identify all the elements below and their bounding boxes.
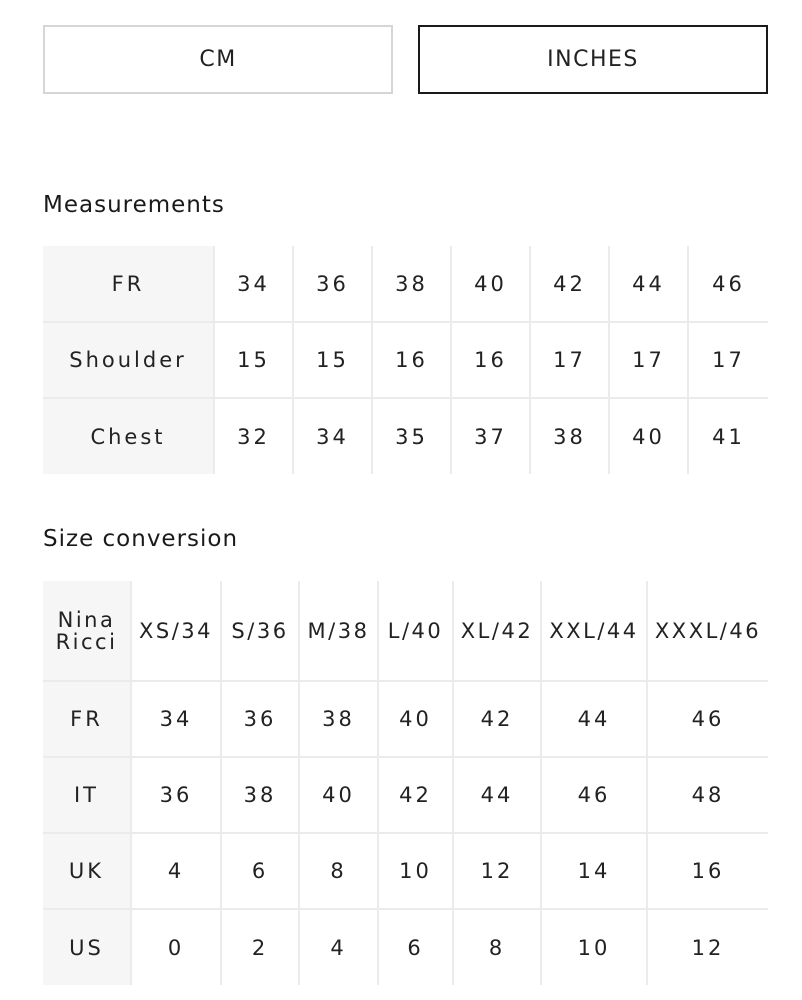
table-cell: 38 [530,398,609,474]
table-cell: 17 [530,322,609,398]
row-label-us: US [43,909,131,985]
brand-label-line2: Ricci [55,629,118,654]
table-cell: 40 [451,246,530,322]
table-cell: 17 [609,322,688,398]
table-cell: 16 [372,322,451,398]
table-cell: 42 [530,246,609,322]
table-cell: 6 [221,833,299,909]
table-cell: 42 [453,681,541,757]
table-cell: 37 [451,398,530,474]
row-label-it: IT [43,757,131,833]
table-row [43,757,768,833]
table-header-cell: L/40 [378,581,453,681]
table-header-cell: M/38 [299,581,378,681]
table-cell: 14 [541,833,647,909]
table-header-cell: XXXL/46 [647,581,768,681]
table-cell: 38 [221,757,299,833]
table-cell: 2 [221,909,299,985]
table-cell: 40 [609,398,688,474]
row-label-fr: FR [43,681,131,757]
table-header-cell: XXL/44 [541,581,647,681]
table-cell: 46 [647,681,768,757]
table-cell: 35 [372,398,451,474]
table-row [43,909,768,985]
table-cell: 38 [299,681,378,757]
table-header-cell: XL/42 [453,581,541,681]
table-cell: 10 [541,909,647,985]
measurements-table [43,246,768,474]
table-cell: 4 [299,909,378,985]
table-cell: 34 [214,246,293,322]
table-cell: 44 [453,757,541,833]
row-label-shoulder: Shoulder [43,322,214,398]
table-cell: 4 [131,833,221,909]
table-header-cell: S/36 [221,581,299,681]
table-cell: 46 [541,757,647,833]
table-cell: 44 [609,246,688,322]
table-cell: 16 [451,322,530,398]
table-cell: 8 [453,909,541,985]
table-cell: 12 [647,909,768,985]
table-cell: 15 [214,322,293,398]
table-cell: 32 [214,398,293,474]
brand-label [43,581,131,681]
table-cell: 42 [378,757,453,833]
table-cell: 17 [688,322,768,398]
table-cell: 0 [131,909,221,985]
table-cell: 36 [131,757,221,833]
table-cell: 10 [378,833,453,909]
table-cell: 46 [688,246,768,322]
table-cell: 38 [372,246,451,322]
table-cell: 12 [453,833,541,909]
table-cell: 48 [647,757,768,833]
table-cell: 6 [378,909,453,985]
cm-button[interactable]: CM [43,25,393,94]
row-label-fr: FR [43,246,214,322]
row-label-uk: UK [43,833,131,909]
table-row [43,398,768,474]
table-cell: 8 [299,833,378,909]
table-cell: 41 [688,398,768,474]
table-header-cell: XS/34 [131,581,221,681]
table-row [43,246,768,322]
size-conversion-title: Size conversion [43,526,239,552]
table-header-row [43,581,768,681]
table-cell: 16 [647,833,768,909]
row-label-chest: Chest [43,398,214,474]
table-cell: 36 [221,681,299,757]
brand-label-line1: Nina [57,607,116,632]
table-cell: 44 [541,681,647,757]
table-cell: 40 [299,757,378,833]
table-row [43,322,768,398]
measurements-title: Measurements [43,192,225,218]
unit-toggle [43,25,768,94]
inches-button[interactable]: INCHES [418,25,768,94]
table-cell: 36 [293,246,372,322]
size-conversion-table [43,581,768,985]
table-cell: 34 [131,681,221,757]
table-cell: 15 [293,322,372,398]
table-cell: 40 [378,681,453,757]
table-row [43,681,768,757]
table-cell: 34 [293,398,372,474]
table-row [43,833,768,909]
